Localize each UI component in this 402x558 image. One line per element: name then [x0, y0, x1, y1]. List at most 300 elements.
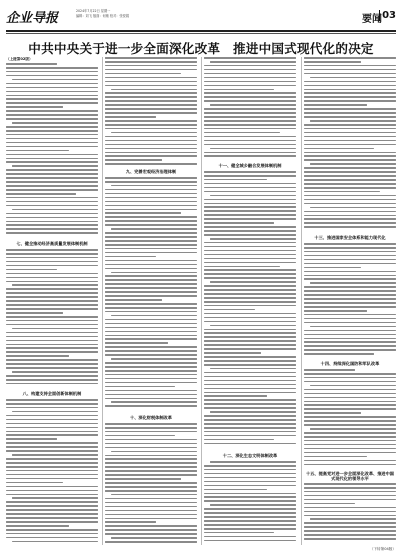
text-line	[6, 217, 98, 219]
text-line	[6, 517, 98, 519]
text-line	[105, 108, 197, 110]
text-line	[6, 375, 98, 377]
text-line	[304, 136, 396, 138]
text-line	[6, 509, 98, 511]
text-line	[304, 456, 367, 458]
paragraph-block	[6, 249, 98, 389]
text-line	[304, 243, 396, 245]
text-line	[105, 323, 197, 325]
paragraph-block	[6, 63, 98, 239]
text-line	[12, 122, 98, 124]
text-line	[204, 73, 296, 75]
paragraph-block	[304, 369, 396, 469]
text-line	[304, 330, 396, 332]
text-line	[6, 134, 98, 136]
text-line	[6, 470, 98, 472]
text-line	[6, 95, 98, 97]
text-line	[204, 203, 296, 205]
text-line	[204, 293, 296, 295]
text-line	[204, 395, 267, 397]
text-line	[204, 69, 296, 71]
text-line	[6, 257, 98, 259]
text-line	[6, 130, 98, 132]
text-line	[105, 291, 197, 293]
text-line	[204, 376, 296, 378]
text-line	[204, 230, 296, 232]
text-line	[204, 423, 296, 425]
text-line	[210, 238, 296, 240]
text-line	[204, 234, 296, 236]
text-line	[204, 242, 296, 244]
text-line	[304, 401, 396, 403]
text-line	[204, 128, 296, 130]
text-line	[105, 177, 197, 179]
text-line	[12, 284, 98, 286]
text-line	[304, 349, 396, 351]
text-line	[111, 228, 197, 230]
text-line	[204, 340, 296, 342]
text-line	[204, 313, 296, 315]
text-line	[304, 175, 396, 177]
text-line	[304, 369, 355, 371]
text-line	[6, 442, 98, 444]
text-line	[304, 100, 396, 102]
text-line	[6, 277, 98, 279]
text-line	[304, 420, 396, 422]
text-line	[6, 423, 98, 425]
article-columns	[6, 57, 396, 545]
text-line	[6, 213, 98, 215]
text-line	[204, 187, 296, 189]
text-line	[6, 296, 98, 298]
text-line	[6, 281, 98, 283]
text-line	[310, 163, 396, 165]
text-line	[304, 526, 396, 528]
text-line	[6, 383, 98, 385]
text-line	[204, 344, 296, 346]
text-line	[304, 397, 396, 399]
text-line	[105, 498, 197, 500]
text-line	[105, 92, 197, 94]
text-line	[204, 210, 296, 212]
text-line	[210, 461, 296, 463]
text-line	[105, 120, 197, 122]
text-line	[111, 89, 197, 91]
text-line	[12, 328, 98, 330]
text-line	[304, 393, 396, 395]
text-line	[6, 181, 98, 183]
text-line	[204, 262, 296, 264]
text-line	[105, 439, 197, 441]
text-line	[105, 386, 175, 388]
text-line	[210, 325, 296, 327]
paragraph-block	[204, 461, 296, 545]
masthead-rule	[6, 30, 396, 32]
text-line	[304, 215, 396, 217]
text-line	[6, 253, 98, 255]
text-line	[105, 307, 197, 309]
text-line	[6, 490, 98, 492]
text-line	[304, 286, 396, 288]
text-line	[111, 537, 197, 539]
text-line	[204, 489, 267, 491]
text-line	[6, 351, 98, 353]
text-line	[304, 155, 396, 157]
text-line	[304, 341, 396, 343]
text-line	[204, 285, 296, 287]
text-line	[105, 61, 197, 63]
text-line	[304, 222, 396, 224]
paragraph-block	[204, 171, 296, 451]
text-line	[204, 273, 296, 275]
text-line	[304, 460, 396, 462]
text-line	[304, 511, 396, 513]
text-line	[6, 505, 98, 507]
text-line	[204, 144, 296, 146]
text-line	[105, 486, 197, 488]
text-line	[304, 251, 396, 253]
text-line	[105, 193, 197, 195]
text-line	[304, 144, 396, 146]
text-line	[105, 405, 197, 407]
text-line	[304, 515, 396, 517]
text-line	[210, 281, 296, 283]
text-line	[304, 522, 396, 524]
text-line	[210, 368, 296, 370]
text-line	[105, 256, 156, 258]
text-line	[105, 159, 162, 161]
text-line	[304, 191, 380, 193]
text-line	[204, 493, 296, 495]
issue-meta	[76, 9, 129, 19]
text-line	[105, 342, 168, 344]
text-line	[204, 352, 261, 354]
text-line	[204, 481, 296, 483]
issue-editors: 编辑：刘飞 版面：何敏 校对：张悦娟	[76, 14, 130, 18]
text-line	[105, 295, 197, 297]
text-line	[105, 502, 197, 504]
text-line	[105, 525, 197, 527]
text-line	[304, 183, 396, 185]
text-line	[6, 158, 98, 160]
text-line	[12, 411, 98, 413]
text-line	[6, 458, 98, 460]
text-line	[204, 191, 296, 193]
text-line	[105, 216, 197, 218]
text-line	[304, 432, 396, 434]
text-line	[105, 394, 197, 396]
text-line	[6, 513, 98, 515]
text-line	[204, 364, 296, 366]
text-line	[304, 448, 396, 450]
text-line	[105, 136, 197, 138]
text-line	[304, 116, 396, 118]
text-line	[204, 435, 296, 437]
text-line	[304, 65, 396, 67]
text-line	[105, 303, 197, 305]
text-line	[105, 541, 197, 543]
paragraph-block	[204, 57, 296, 161]
text-line	[105, 248, 197, 250]
text-line	[310, 207, 396, 209]
text-line	[6, 355, 69, 357]
text-line	[204, 348, 296, 350]
text-line	[6, 71, 98, 73]
text-line	[304, 408, 396, 410]
text-line	[204, 508, 296, 510]
paragraph-block	[105, 423, 197, 545]
text-line	[304, 152, 396, 154]
text-line	[6, 525, 69, 527]
text-line	[6, 431, 98, 433]
text-line	[304, 503, 355, 505]
text-line	[6, 261, 98, 263]
text-line	[111, 132, 197, 134]
text-line	[6, 185, 98, 187]
text-line	[12, 497, 98, 499]
text-line	[6, 407, 98, 409]
text-line	[304, 412, 361, 414]
text-line	[6, 347, 98, 349]
text-line	[6, 474, 98, 476]
article-column-4	[304, 57, 396, 545]
text-line	[304, 255, 396, 257]
text-line	[204, 108, 296, 110]
text-line	[304, 104, 367, 106]
section-heading: 九、完善宏观经济治理体制	[125, 169, 177, 174]
section-label: 要闻	[362, 14, 382, 25]
text-line	[204, 112, 296, 114]
text-line	[105, 240, 197, 242]
text-line	[304, 353, 374, 355]
text-line	[310, 326, 396, 328]
text-line	[204, 392, 296, 394]
text-line	[6, 169, 98, 171]
text-line	[204, 152, 296, 154]
text-line	[6, 273, 98, 275]
text-line	[6, 201, 98, 203]
text-line	[105, 482, 197, 484]
text-line	[105, 374, 197, 376]
text-line	[204, 380, 296, 382]
text-line	[105, 220, 197, 222]
text-line	[204, 100, 296, 102]
text-line	[6, 478, 98, 480]
text-line	[204, 384, 296, 386]
text-line	[204, 532, 274, 534]
text-line	[304, 530, 396, 532]
text-line	[6, 340, 98, 342]
text-line	[204, 540, 296, 542]
text-line	[6, 486, 98, 488]
text-line	[204, 258, 296, 260]
text-line	[6, 118, 98, 120]
text-line	[304, 96, 396, 98]
text-line	[105, 423, 197, 425]
text-line	[204, 57, 296, 59]
text-line	[304, 61, 361, 63]
text-line	[12, 371, 98, 373]
text-line	[105, 510, 197, 512]
text-line	[105, 268, 197, 270]
text-line	[304, 310, 367, 312]
text-line	[6, 205, 98, 207]
text-line	[105, 212, 181, 214]
text-line	[6, 67, 98, 69]
text-line	[6, 419, 98, 421]
text-line	[6, 146, 98, 148]
text-line	[304, 440, 396, 442]
text-line	[105, 458, 197, 460]
text-line	[304, 302, 396, 304]
text-line	[105, 506, 197, 508]
text-line	[6, 63, 57, 65]
text-line	[304, 306, 396, 308]
text-line	[204, 269, 296, 271]
text-line	[105, 518, 197, 520]
text-line	[6, 336, 98, 338]
text-line	[304, 112, 396, 114]
text-line	[6, 494, 98, 496]
text-line	[304, 275, 396, 277]
text-line	[105, 81, 197, 83]
text-line	[304, 271, 396, 273]
text-line	[304, 92, 396, 94]
section-heading: 十、深化财税体制改革	[130, 415, 172, 420]
text-line	[6, 363, 98, 365]
text-line	[204, 85, 296, 87]
text-line	[6, 154, 98, 156]
text-line	[6, 177, 98, 179]
text-line	[111, 494, 197, 496]
text-line	[6, 106, 63, 108]
text-line	[304, 436, 396, 438]
text-line	[204, 301, 296, 303]
text-line	[6, 126, 98, 128]
text-line	[12, 79, 98, 81]
text-line	[105, 148, 197, 150]
text-line	[304, 491, 396, 493]
text-line	[204, 516, 296, 518]
text-line	[304, 57, 396, 59]
text-line	[204, 399, 296, 401]
text-line	[304, 345, 396, 347]
text-line	[204, 536, 296, 538]
masthead-rule-thin	[6, 33, 396, 34]
text-line	[310, 282, 396, 284]
text-line	[304, 171, 396, 173]
text-line	[204, 65, 296, 67]
text-line	[6, 249, 98, 251]
text-line	[204, 317, 296, 319]
article-column-2	[105, 57, 197, 545]
text-line	[105, 398, 197, 400]
text-line	[204, 336, 296, 338]
text-line	[105, 319, 197, 321]
text-line	[304, 69, 396, 71]
text-line	[6, 344, 98, 346]
text-line	[304, 203, 396, 205]
text-line	[304, 338, 396, 340]
paragraph-block	[6, 399, 98, 545]
text-line	[204, 500, 296, 502]
text-line	[204, 512, 296, 514]
text-line	[105, 140, 197, 142]
text-line	[204, 403, 296, 405]
text-line	[6, 434, 98, 436]
text-line	[204, 415, 296, 417]
text-line	[105, 378, 197, 380]
text-line	[304, 290, 396, 292]
text-line	[304, 464, 396, 466]
text-line	[105, 470, 197, 472]
text-line	[6, 292, 98, 294]
section-heading: 八、构建支持全面创新体制机制	[22, 391, 82, 396]
text-line	[204, 388, 296, 390]
text-line	[304, 381, 396, 383]
text-line	[6, 379, 98, 381]
text-line	[304, 294, 396, 296]
text-line	[204, 443, 296, 445]
text-line	[105, 455, 197, 457]
text-line	[6, 427, 98, 429]
paragraph-block	[304, 243, 396, 359]
text-line	[6, 150, 69, 152]
text-line	[6, 482, 63, 484]
text-line	[6, 316, 98, 318]
text-line	[105, 366, 197, 368]
text-line	[105, 252, 197, 254]
article-column-3	[204, 57, 296, 545]
text-line	[204, 465, 296, 467]
text-line	[304, 211, 396, 213]
text-line	[105, 447, 197, 449]
text-line	[204, 469, 296, 471]
text-line	[105, 65, 197, 67]
text-line	[304, 199, 396, 201]
text-line	[105, 529, 197, 531]
text-line	[304, 404, 396, 406]
text-line	[304, 334, 396, 336]
text-line	[304, 108, 396, 110]
text-line	[210, 61, 296, 63]
text-line	[204, 96, 296, 98]
text-line	[204, 206, 296, 208]
text-line	[304, 452, 396, 454]
text-line	[111, 451, 197, 453]
text-line	[310, 77, 396, 79]
text-line	[304, 267, 361, 269]
text-line	[105, 189, 197, 191]
text-line	[304, 373, 396, 375]
text-line	[6, 138, 98, 140]
text-line	[105, 73, 181, 75]
text-line	[105, 490, 197, 492]
text-line	[304, 507, 396, 509]
text-line	[204, 254, 296, 256]
text-line	[105, 311, 197, 313]
text-line	[204, 214, 296, 216]
text-line	[6, 221, 98, 223]
text-line	[204, 496, 296, 498]
text-line	[6, 288, 98, 290]
text-line	[204, 305, 296, 307]
text-line	[105, 205, 197, 207]
text-line	[304, 278, 396, 280]
text-line	[204, 277, 296, 279]
text-line	[105, 155, 197, 157]
text-line	[105, 181, 197, 183]
